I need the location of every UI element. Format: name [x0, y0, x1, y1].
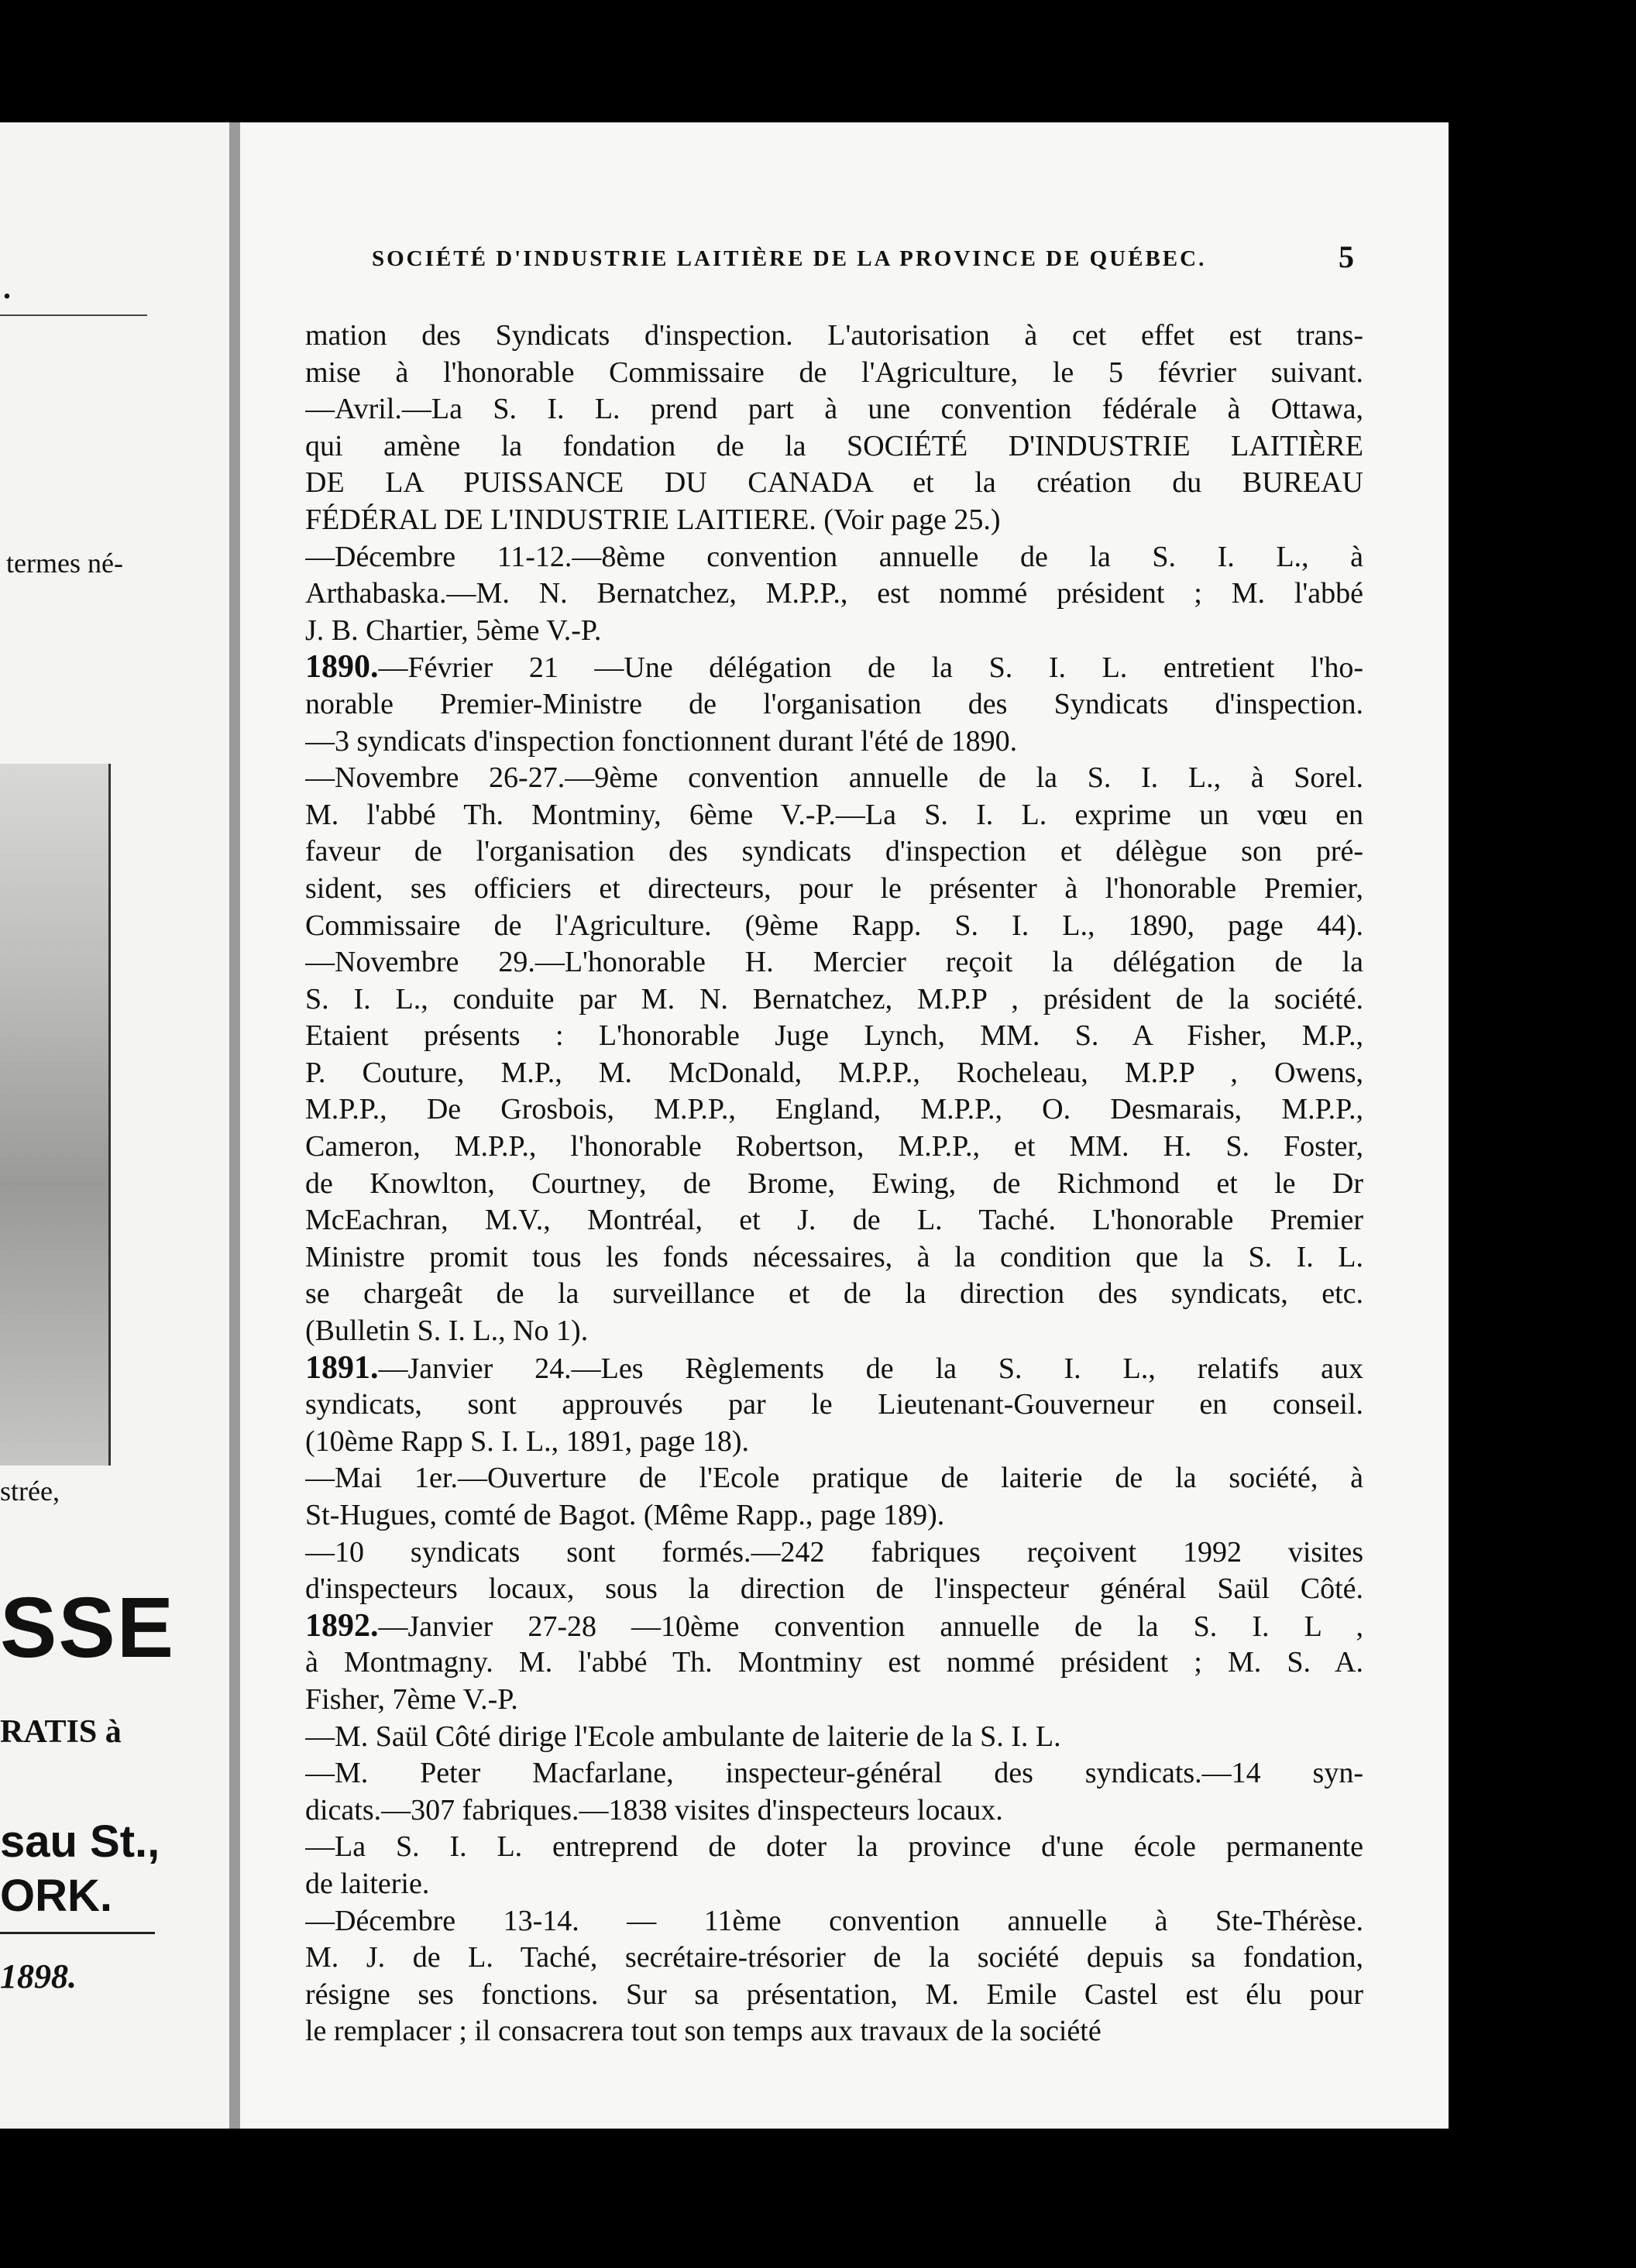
text-line — [305, 1018, 1363, 1055]
left-page-dot: . — [3, 270, 11, 305]
text-line — [305, 1166, 1363, 1203]
left-fragment-york: ORK. — [0, 1871, 112, 1921]
left-page-rule — [0, 314, 147, 316]
line-text: résigne ses fonctions. Sur sa présentation, M. Emile Castel est élu pour — [305, 1978, 1363, 2011]
line-text: —Janvier 27-28 —10ème convention annuelle de la S. I. L , — [378, 1610, 1363, 1643]
line-text: faveur de l'organisation des syndicats d'inspection et délègue son pré- — [305, 835, 1363, 868]
line-text: S. I. L., conduite par M. N. Bernatchez, M.P.P , président de la société. — [305, 982, 1363, 1015]
line-text: à Montmagny. M. l'abbé Th. Montminy est nommé président ; M. S. A. — [305, 1646, 1363, 1679]
text-line — [305, 1719, 1363, 1756]
line-text: McEachran, M.V., Montréal, et J. de L. Taché. L'honorable Premier — [305, 1204, 1363, 1237]
line-text: (Bulletin S. I. L., No 1). — [305, 1314, 589, 1348]
text-line — [305, 1091, 1363, 1129]
line-text: norable Premier-Ministre de l'organisation des Syndicats d'inspection. — [305, 687, 1363, 720]
text-line — [305, 465, 1363, 502]
left-page — [0, 122, 229, 2129]
line-text: P. Couture, M.P., M. McDonald, M.P.P., Rocheleau, M.P.P , Owens, — [305, 1056, 1363, 1089]
text-line — [305, 1608, 1363, 1645]
text-line — [305, 649, 1363, 686]
text-line — [305, 981, 1363, 1019]
line-text: —M. Peter Macfarlane, inspecteur-général des syndicats.—14 syn- — [305, 1757, 1363, 1790]
text-line — [305, 1055, 1363, 1092]
text-line — [305, 871, 1363, 908]
line-text: mise à l'honorable Commissaire de l'Agriculture, le 5 février suivant. — [305, 356, 1363, 389]
text-line — [305, 576, 1363, 613]
line-text: M.P.P., De Grosbois, M.P.P., England, M.P.P., O. Desmarais, M.P.P., — [305, 1093, 1363, 1126]
line-text: J. B. Chartier, 5ème V.-P. — [305, 613, 602, 647]
running-title: SOCIÉTÉ D'INDUSTRIE LAITIÈRE DE LA PROVINCE DE QUÉBEC. — [372, 246, 1207, 271]
text-line — [305, 797, 1363, 834]
text-line — [305, 1276, 1363, 1313]
line-text: mation des Syndicats d'inspection. L'autorisation à cet effet est trans- — [305, 319, 1363, 352]
text-line — [305, 1571, 1363, 1608]
text-line — [305, 1424, 1363, 1461]
line-text: de Knowlton, Courtney, de Brome, Ewing, de Richmond et le Dr — [305, 1167, 1363, 1200]
line-text: M. l'abbé Th. Montminy, 6ème V.-P.—La S. I. L. exprime un vœu en — [305, 798, 1363, 831]
left-page-photo — [0, 764, 111, 1466]
line-text: Etaient présents : L'honorable Juge Lynch, MM. S. A Fisher, M.P., — [305, 1019, 1363, 1053]
text-line — [305, 355, 1363, 392]
line-text: de laiterie. — [305, 1867, 430, 1900]
text-line — [305, 1644, 1363, 1682]
line-text: —3 syndicats d'inspection fonctionnent durant l'été de 1890. — [305, 724, 1018, 758]
text-line — [305, 1977, 1363, 2014]
text-line — [305, 1129, 1363, 1166]
text-line — [305, 1792, 1363, 1830]
line-text: —M. Saül Côté dirige l'Ecole ambulante de laiterie de la S. I. L. — [305, 1720, 1061, 1753]
year-heading: 1891. — [305, 1349, 379, 1386]
line-text: (10ème Rapp S. I. L., 1891, page 18). — [305, 1424, 750, 1458]
year-heading: 1890. — [305, 649, 379, 686]
text-line — [305, 428, 1363, 466]
left-fragment-year: 1898. — [0, 1957, 77, 1995]
line-text: —Novembre 29.—L'honorable H. Mercier reçoit la délégation de la — [305, 946, 1363, 979]
line-text: —La S. I. L. entreprend de doter la province d'une école permanente — [305, 1830, 1363, 1864]
line-text: Fisher, 7ème V.-P. — [305, 1682, 518, 1716]
text-line — [305, 833, 1363, 871]
text-line — [305, 1460, 1363, 1497]
left-page-rule-bottom — [0, 1932, 155, 1934]
line-text: Cameron, M.P.P., l'honorable Robertson, M.P.P., et MM. H. S. Foster, — [305, 1130, 1363, 1163]
text-line — [305, 1387, 1363, 1424]
left-fragment-termes: termes né- — [6, 548, 123, 579]
text-line — [305, 1940, 1363, 1977]
text-line — [305, 1829, 1363, 1866]
line-text: sident, ses officiers et directeurs, pour le présenter à l'honorable Premier, — [305, 871, 1363, 905]
left-fragment-ratis: RATIS à — [0, 1714, 122, 1750]
line-text: le remplacer ; il consacrera tout son temps aux travaux de la société — [305, 2015, 1102, 2048]
line-text: M. J. de L. Taché, secrétaire-trésorier de la société depuis sa fondation, — [305, 1941, 1363, 1974]
text-line — [305, 2013, 1363, 2050]
line-text: —Avril.—La S. I. L. prend part à une convention fédérale à Ottawa, — [305, 393, 1363, 426]
text-line — [305, 1755, 1363, 1792]
text-line — [305, 723, 1363, 761]
left-fragment-sse: SSE — [0, 1580, 176, 1675]
text-line — [305, 1534, 1363, 1572]
text-line — [305, 1239, 1363, 1277]
line-text: DE LA PUISSANCE DU CANADA et la création du BUREAU — [305, 466, 1363, 500]
text-line — [305, 318, 1363, 355]
left-fragment-saust: sau St., — [0, 1816, 160, 1867]
line-text: Arthabaska.—M. N. Bernatchez, M.P.P., est nommé président ; M. l'abbé — [305, 577, 1363, 610]
line-text: St-Hugues, comté de Bagot. (Même Rapp., page 189). — [305, 1499, 945, 1531]
body-text — [305, 318, 1363, 2050]
line-text: FÉDÉRAL DE L'INDUSTRIE LAITIERE. (Voir page 25.) — [305, 503, 1001, 536]
text-line — [305, 1313, 1363, 1350]
line-text: —Mai 1er.—Ouverture de l'Ecole pratique de laiterie de la société, à — [305, 1462, 1363, 1495]
line-text: —Novembre 26-27.—9ème convention annuelle de la S. I. L., à Sorel. — [305, 761, 1363, 795]
line-text: d'inspecteurs locaux, sous la direction de l'inspecteur général Saül Côté. — [305, 1572, 1363, 1606]
line-text: —10 syndicats sont formés.—242 fabriques reçoivent 1992 visites — [305, 1535, 1363, 1569]
left-fragment-estree: strée, — [0, 1476, 60, 1507]
text-line — [305, 391, 1363, 428]
text-line — [305, 502, 1363, 539]
line-text: se chargeât de la surveillance et de la direction des syndicats, etc. — [305, 1277, 1363, 1311]
year-heading: 1892. — [305, 1607, 379, 1644]
text-line — [305, 1903, 1363, 1940]
line-text: —Février 21 —Une délégation de la S. I. L. entretient l'ho- — [378, 651, 1363, 685]
line-text: syndicats, sont approuvés par le Lieutenant-Gouverneur en conseil. — [305, 1388, 1363, 1421]
line-text: —Janvier 24.—Les Règlements de la S. I. L., relatifs aux — [378, 1352, 1363, 1385]
text-line — [305, 539, 1363, 576]
text-line — [305, 908, 1363, 945]
text-line — [305, 1682, 1363, 1719]
text-line — [305, 1497, 1363, 1534]
right-page — [240, 122, 1449, 2129]
text-line — [305, 760, 1363, 797]
text-line — [305, 1350, 1363, 1387]
line-text: dicats.—307 fabriques.—1838 visites d'inspecteurs locaux. — [305, 1793, 1003, 1826]
text-line — [305, 1202, 1363, 1239]
text-line — [305, 613, 1363, 650]
line-text: qui amène la fondation de la SOCIÉTÉ D'INDUSTRIE LAITIÈRE — [305, 429, 1363, 462]
text-line — [305, 686, 1363, 723]
page-number: 5 — [1339, 239, 1354, 274]
text-line — [305, 944, 1363, 981]
line-text: —Décembre 13-14. — 11ème convention annuelle à Ste-Thérèse. — [305, 1904, 1363, 1937]
line-text: Ministre promit tous les fonds nécessaires, à la condition que la S. I. L. — [305, 1240, 1363, 1273]
text-line — [305, 1866, 1363, 1903]
line-text: —Décembre 11-12.—8ème convention annuelle de la S. I. L., à — [305, 540, 1363, 573]
book-gutter — [229, 122, 240, 2129]
line-text: Commissaire de l'Agriculture. (9ème Rapp. S. I. L., 1890, page 44). — [305, 909, 1363, 942]
